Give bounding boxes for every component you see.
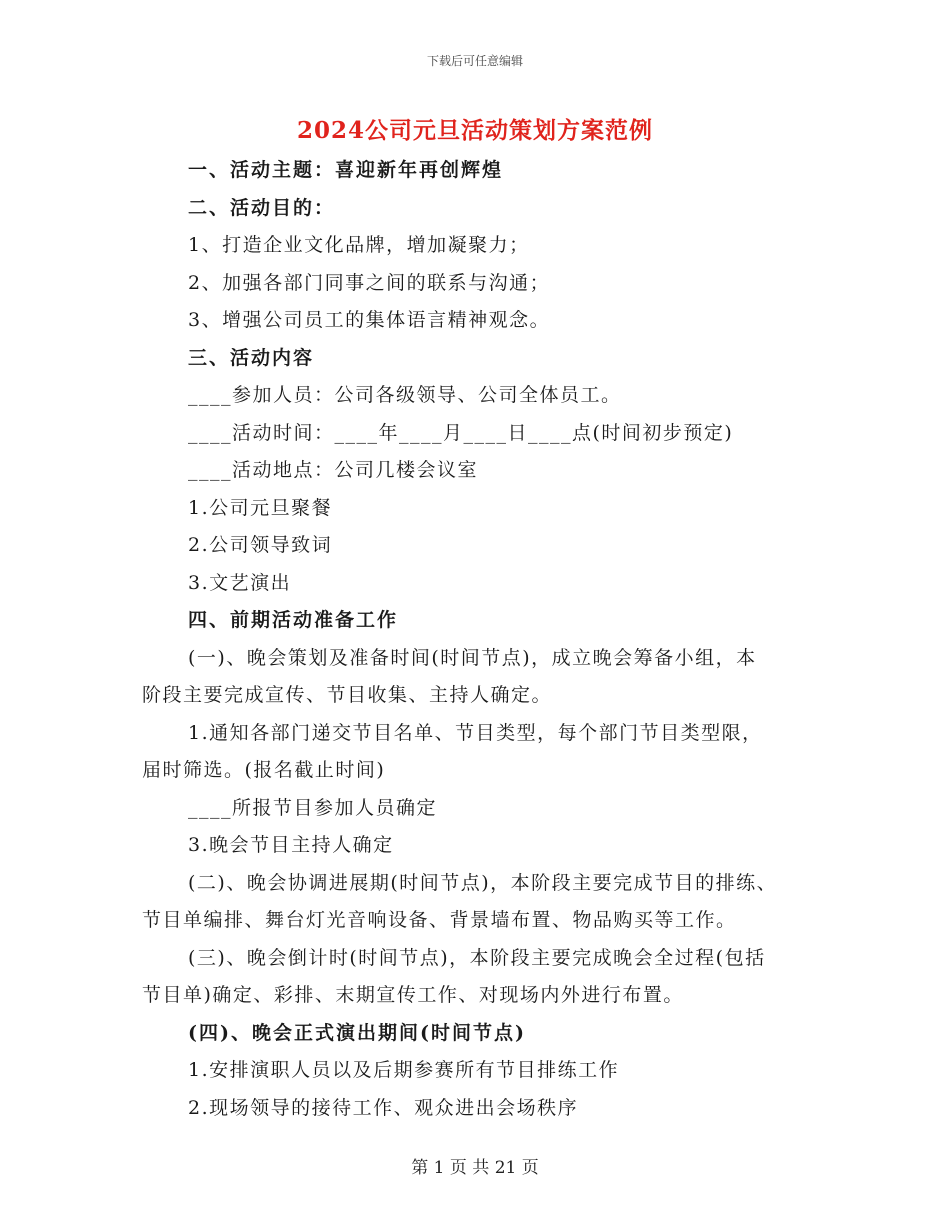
page-footer: 第 1 页 共 21 页 bbox=[411, 1158, 539, 1178]
paragraph-line: 节目单编排、舞台灯光音响设备、背景墙布置、物品购买等工作。 bbox=[142, 909, 737, 931]
paragraph-line: ____活动时间：____年____月____日____点(时间初步预定) bbox=[188, 421, 734, 444]
paragraph-line: 1.公司元旦聚餐 bbox=[188, 496, 333, 519]
section-heading: 三、活动内容 bbox=[188, 346, 315, 369]
paragraph-line: ____活动地点：公司几楼会议室 bbox=[188, 459, 479, 481]
section-heading: 一、活动主题：喜迎新年再创辉煌 bbox=[188, 159, 504, 181]
paragraph-line: ____所报节目参加人员确定 bbox=[188, 796, 438, 819]
paragraph-line: 阶段主要完成宣传、节目收集、主持人确定。 bbox=[142, 684, 553, 706]
paragraph-line: 届时筛选。(报名截止时间) bbox=[142, 759, 386, 781]
paragraph-line: ____参加人员：公司各级领导、公司全体员工。 bbox=[188, 384, 622, 406]
document-title: 2024公司元旦活动策划方案范例 bbox=[296, 117, 653, 144]
paragraph-line: (二)、晚会协调进展期(时间节点)，本阶段主要完成节目的排练、 bbox=[188, 871, 778, 894]
paragraph-line: 2.公司领导致词 bbox=[188, 534, 333, 556]
paragraph-line: (一)、晚会策划及准备时间(时间节点)，成立晚会筹备小组，本 bbox=[188, 646, 757, 669]
paragraph-line: 1.安排演职人员以及后期参赛所有节目排练工作 bbox=[188, 1059, 620, 1081]
document-body bbox=[142, 152, 822, 1127]
section-heading: 二、活动目的： bbox=[188, 196, 336, 219]
paragraph-line: 2.现场领导的接待工作、观众进出会场秩序 bbox=[188, 1096, 579, 1119]
section-heading: (四)、晚会正式演出期间(时间节点) bbox=[188, 1021, 526, 1044]
paragraph-line: 节目单)确定、彩排、末期宣传工作、对现场内外进行布置。 bbox=[142, 984, 684, 1006]
paragraph-line: 1、打造企业文化品牌，增加凝聚力； bbox=[188, 234, 530, 256]
paragraph-line: (三)、晚会倒计时(时间节点)，本阶段主要完成晚会全过程(包括 bbox=[188, 946, 766, 969]
paragraph-line: 2、加强各部门同事之间的联系与沟通； bbox=[188, 271, 551, 294]
paragraph-line: 3.晚会节目主持人确定 bbox=[188, 834, 394, 856]
paragraph-line: 3.文艺演出 bbox=[188, 571, 292, 594]
page-header: 下载后可任意编辑 bbox=[426, 54, 523, 68]
section-heading: 四、前期活动准备工作 bbox=[188, 609, 399, 631]
paragraph-line: 1.通知各部门递交节目名单、节目类型，每个部门节目类型限， bbox=[188, 721, 763, 744]
paragraph-line: 3、增强公司员工的集体语言精神观念。 bbox=[188, 309, 551, 331]
